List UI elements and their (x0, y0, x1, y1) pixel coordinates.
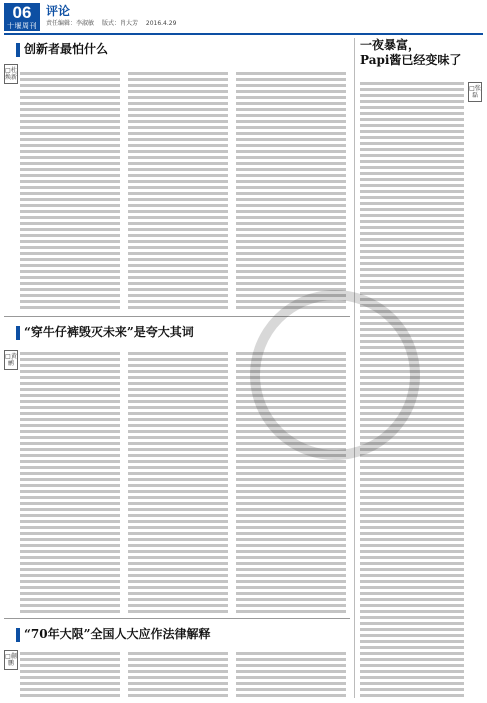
article-2-column-1 (20, 352, 120, 614)
section-divider (4, 618, 350, 619)
issue-date: 2016.4.29 (145, 20, 177, 27)
sidebar-title-line-2: Papi酱已经变味了 (360, 53, 462, 67)
article-3-column-3 (236, 652, 346, 698)
sidebar-title-line-1: 一夜暴富， (360, 38, 421, 52)
layout-credit: 版式：肖大芳 (101, 20, 138, 27)
article-1-column-3 (236, 72, 346, 310)
article-2-author: □黄鹂 (4, 350, 18, 370)
page-number-block (4, 3, 40, 31)
title-marker (16, 43, 20, 57)
article-1-author: □杜焕新 (4, 64, 18, 84)
article-3-title: “70年大限”全国人大应作法律解释 (24, 627, 211, 641)
paper-name: 十堰周刊 (7, 22, 37, 30)
header-meta (46, 20, 182, 28)
article-3-author: □蒯鹏 (4, 650, 18, 670)
article-1-column-2 (128, 72, 228, 310)
header-rule (4, 33, 483, 35)
sidebar-author: □张磊 (468, 82, 482, 102)
article-3-column-1 (20, 652, 120, 698)
article-2-column-2 (128, 352, 228, 614)
article-1-title: 创新者最怕什么 (24, 42, 109, 56)
article-2-title: “穿牛仔裤毁灭未来”是夸大其词 (24, 325, 194, 339)
title-marker (16, 326, 20, 340)
sidebar-title (360, 38, 484, 68)
section-title: 评论 (46, 4, 71, 18)
page-number: 06 (12, 3, 32, 22)
editor-credit: 责任编辑：李淑敏 (46, 20, 95, 27)
article-3-column-2 (128, 652, 228, 698)
article-1-column-1 (20, 72, 120, 310)
title-marker (16, 628, 20, 642)
